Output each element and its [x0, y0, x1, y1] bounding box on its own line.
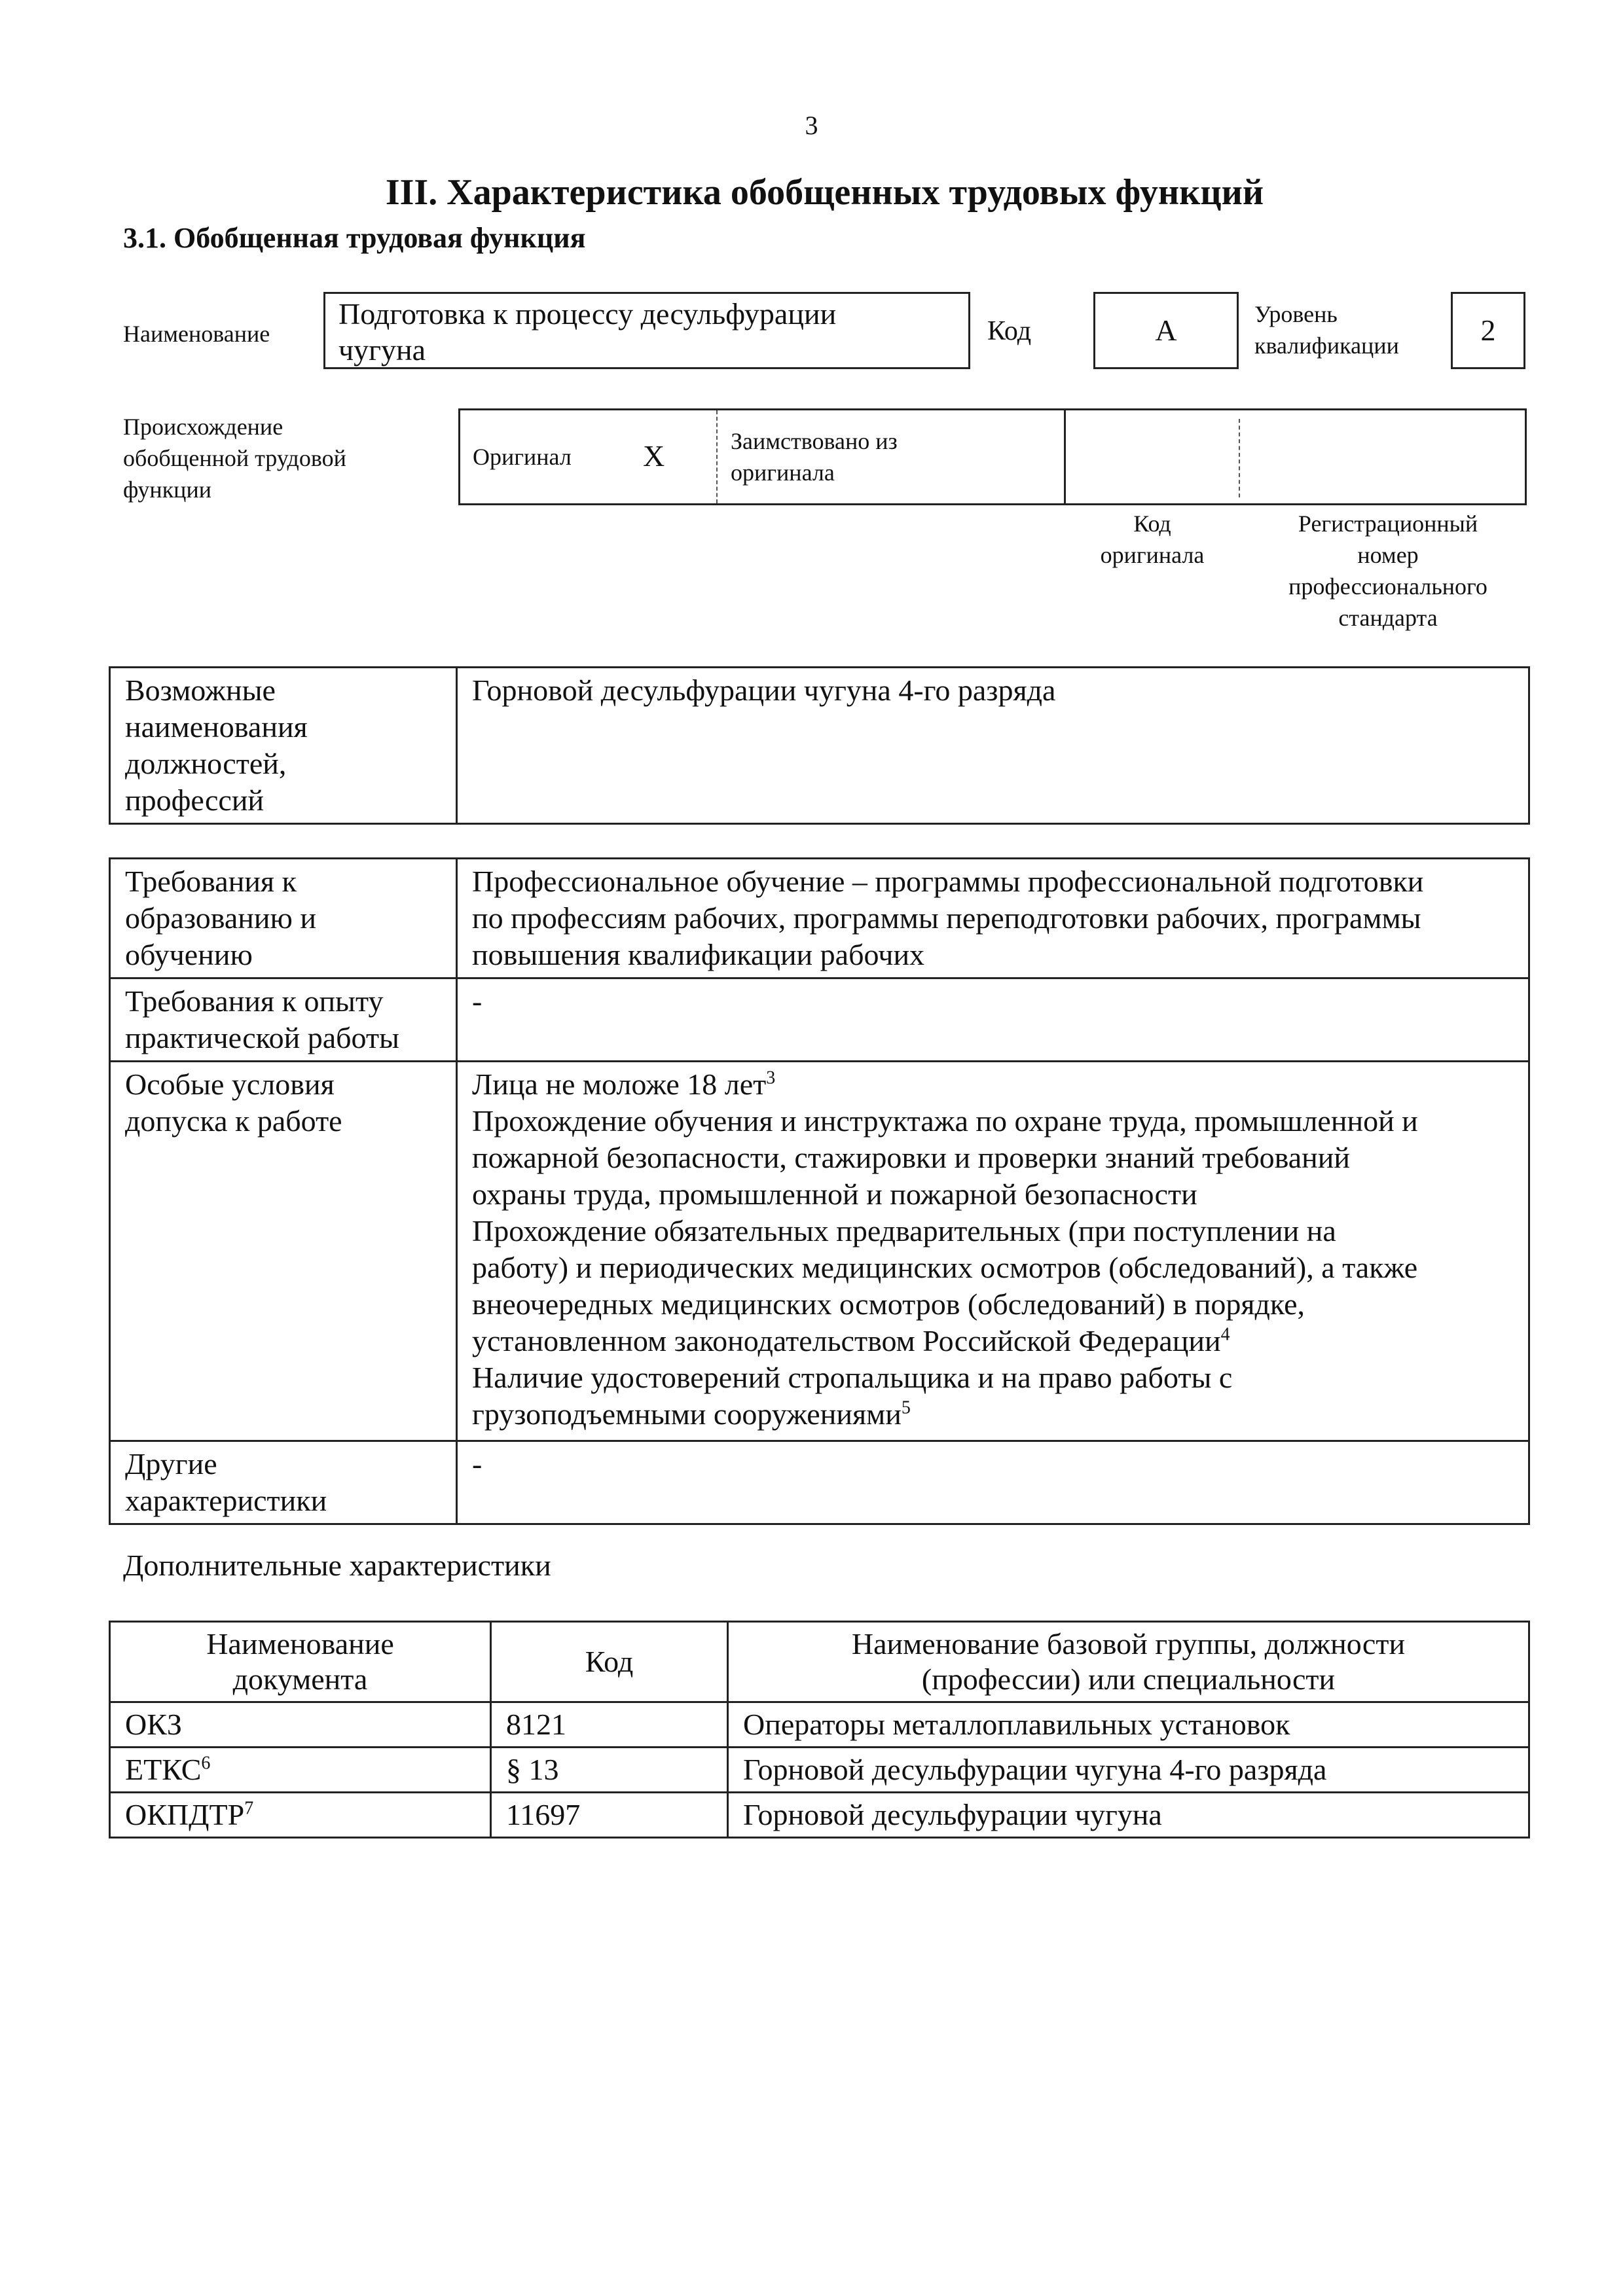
header-doc — [110, 1622, 491, 1702]
row-name: Горновой десульфурации чугуна 4-го разряда — [728, 1748, 1529, 1793]
header-name-line-1: Наименование базовой группы, должности — [851, 1627, 1406, 1660]
admission-label-line-2: допуска к работе — [125, 1104, 342, 1138]
admission-line-9: Наличие удостоверений стропальщика и на право работы с — [472, 1361, 1233, 1394]
other-value: - — [457, 1441, 1529, 1524]
admission-line-7: внеочередных медицинских осмотров (обследований) в порядке, — [472, 1287, 1305, 1321]
origin-divider-3 — [1239, 419, 1240, 497]
positions-table — [109, 666, 1530, 825]
admission-line-10: грузоподъемными сооружениями$^5$ — [472, 1397, 911, 1431]
page-number: 3 — [805, 111, 818, 140]
table-row — [110, 1748, 1529, 1793]
borrowed-label-line-2: оригинала — [731, 459, 835, 486]
origin-label — [123, 411, 346, 505]
table-row — [110, 1441, 1529, 1524]
education-label — [110, 859, 457, 978]
education-label-line-2: образованию и — [125, 901, 316, 935]
education-line-3: повышения квалификации рабочих — [472, 938, 925, 971]
header-doc-line-2: документа — [232, 1662, 368, 1696]
experience-label-line-1: Требования к опыту — [125, 984, 384, 1018]
table-row — [110, 668, 1529, 824]
positions-label — [110, 668, 457, 824]
footnote-ref: 3 — [766, 1067, 776, 1088]
registration-caption-line-2: номер — [1357, 542, 1419, 568]
table-row — [110, 978, 1529, 1062]
subsection-title: 3.1. Обобщенная трудовая функция — [123, 222, 586, 254]
other-label — [110, 1441, 457, 1524]
original-mark: Х — [643, 439, 665, 473]
header-doc-line-1: Наименование — [206, 1627, 394, 1660]
table-header-row — [110, 1622, 1529, 1702]
admission-line-2: Прохождение обучения и инструктажа по охране труда, промышленной и — [472, 1104, 1418, 1138]
original-label: Оригинал — [473, 444, 572, 470]
origin-divider-1 — [716, 410, 718, 503]
registration-caption-line-3: профессионального — [1288, 573, 1487, 600]
header-code: Код — [491, 1622, 728, 1702]
footnote-ref: 7 — [244, 1798, 254, 1819]
level-label-line-1: Уровень — [1254, 301, 1338, 327]
name-value-line-1: Подготовка к процессу десульфурации — [338, 297, 837, 331]
additional-table — [109, 1621, 1530, 1839]
origin-label-line-3: функции — [123, 476, 211, 503]
requirements-table — [109, 857, 1530, 1525]
footnote-ref: 5 — [901, 1397, 911, 1418]
registration-caption — [1244, 508, 1532, 634]
row-name: Горновой десульфурации чугуна — [728, 1793, 1529, 1838]
level-label-line-2: квалификации — [1254, 332, 1399, 359]
origin-label-line-2: обобщенной трудовой — [123, 445, 346, 471]
footnote-ref: 6 — [201, 1753, 211, 1774]
name-label: Наименование — [123, 321, 270, 347]
level-value: 2 — [1451, 292, 1525, 369]
origin-divider-2 — [1064, 408, 1066, 505]
table-row — [110, 1793, 1529, 1838]
row-doc: ОКПДТР$^7$ — [110, 1793, 491, 1838]
original-code-caption — [1061, 508, 1244, 571]
positions-value: Горновой десульфурации чугуна 4-го разряда — [457, 668, 1529, 824]
level-label — [1254, 298, 1399, 361]
origin-label-line-1: Происхождение — [123, 414, 283, 440]
admission-line-3: пожарной безопасности, стажировки и проверки знаний требований — [472, 1141, 1351, 1174]
original-code-caption-line-1: Код — [1133, 511, 1171, 537]
table-row — [110, 1062, 1529, 1441]
admission-line-8: установленном законодательством Российской Федерации$^4$ — [472, 1324, 1230, 1357]
origin-table — [458, 408, 1527, 505]
experience-label-line-2: практической работы — [125, 1021, 399, 1054]
admission-label-line-1: Особые условия — [125, 1067, 335, 1101]
positions-label-line-2: наименования — [125, 710, 308, 744]
header-name-line-2: (профессии) или специальности — [921, 1662, 1336, 1696]
name-value-line-2: чугуна — [338, 333, 426, 367]
education-line-1: Профессиональное обучение – программы профессиональной подготовки — [472, 865, 1424, 898]
education-line-2: по профессиям рабочих, программы переподготовки рабочих, программы — [472, 901, 1421, 935]
row-name: Операторы металлоплавильных установок — [728, 1702, 1529, 1748]
education-label-line-3: обучению — [125, 938, 253, 971]
experience-value: - — [457, 978, 1529, 1062]
row-doc: ЕТКС$^6$ — [110, 1748, 491, 1793]
name-value-box — [323, 292, 970, 369]
registration-caption-line-4: стандарта — [1338, 605, 1438, 631]
positions-label-line-4: профессий — [125, 783, 264, 817]
row-code: 8121 — [491, 1702, 728, 1748]
footnote-ref: 4 — [1220, 1324, 1230, 1345]
table-row — [110, 1702, 1529, 1748]
original-code-caption-line-2: оригинала — [1100, 542, 1205, 568]
positions-label-line-1: Возможные — [125, 673, 276, 707]
admission-line-4: охраны труда, промышленной и пожарной безопасности — [472, 1177, 1197, 1211]
borrowed-label — [731, 425, 898, 488]
other-label-line-1: Другие — [125, 1447, 217, 1480]
row-code: 11697 — [491, 1793, 728, 1838]
experience-label — [110, 978, 457, 1062]
table-row — [110, 859, 1529, 978]
admission-line-6: работу) и периодических медицинских осмотров (обследований), а также — [472, 1251, 1418, 1284]
header-name — [728, 1622, 1529, 1702]
borrowed-label-line-1: Заимствовано из — [731, 428, 898, 454]
admission-value — [457, 1062, 1529, 1441]
education-label-line-1: Требования к — [125, 865, 297, 898]
education-value — [457, 859, 1529, 978]
row-code: § 13 — [491, 1748, 728, 1793]
code-value: А — [1093, 292, 1239, 369]
row-doc: ОКЗ — [110, 1702, 491, 1748]
registration-caption-line-1: Регистрационный — [1298, 511, 1478, 537]
admission-line-5: Прохождение обязательных предварительных (при поступлении на — [472, 1214, 1336, 1247]
other-label-line-2: характеристики — [125, 1484, 327, 1517]
positions-label-line-3: должностей, — [125, 747, 287, 780]
code-label: Код — [987, 316, 1032, 346]
admission-line-1: Лица не моложе 18 лет$^3$ — [472, 1067, 776, 1101]
admission-label — [110, 1062, 457, 1441]
additional-title: Дополнительные характеристики — [123, 1549, 551, 1582]
section-title: III. Характеристика обобщенных трудовых функций — [385, 172, 1264, 213]
